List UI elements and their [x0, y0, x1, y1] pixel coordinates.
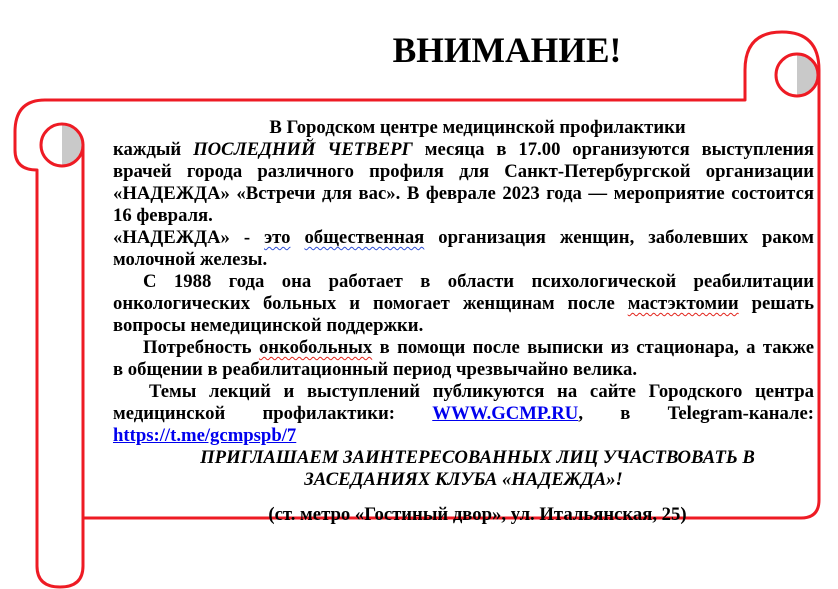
need-tail: в помощи после выписки из стационара, а также	[379, 337, 815, 358]
need-lead: Потребность	[143, 337, 252, 358]
history-line-3: вопросы немедицинской поддержки.	[113, 315, 424, 336]
scroll-left-roll	[15, 100, 83, 587]
scroll-left-curl-shadow	[62, 124, 83, 166]
about-tail: организация женщин, заболевших раком	[438, 227, 815, 248]
schedule-line-3: «НАДЕЖДА» «Встречи для вас». В феврале 2023 года — мероприятие состоится	[113, 183, 814, 204]
need-line-1	[113, 337, 814, 359]
links-lead: медицинской профилактики:	[113, 403, 395, 424]
links-line-1: Темы лекций и выступлений публикуются на сайте Городского центра	[149, 381, 814, 402]
need-flagged-word: онкобольных	[258, 337, 373, 358]
schedule-lead: каждый	[113, 139, 182, 160]
website-link[interactable]: WWW.GCMP.RU	[432, 403, 579, 424]
history-flagged-word: мастэктомии	[627, 293, 739, 314]
invitation-line-2: ЗАСЕДАНИЯХ КЛУБА «НАДЕЖДА»!	[304, 469, 623, 490]
address-line: (ст. метро «Гостиный двор», ул. Итальянская, 25)	[268, 504, 687, 525]
schedule-line-1	[113, 139, 814, 161]
links-line-2	[113, 403, 814, 425]
schedule-highlight: ПОСЛЕДНИЙ ЧЕТВЕРГ	[193, 139, 413, 160]
schedule-line-2: врачей города различного профиля для Санкт-Петербургской организации	[113, 161, 814, 182]
history-lead: онкологических больных и помогает женщинам после	[113, 293, 615, 314]
history-line-1: С 1988 года она работает в области психологической реабилитации	[143, 271, 814, 292]
history-tail: решать	[751, 293, 814, 314]
scroll-top-curl-shadow	[797, 54, 818, 96]
schedule-line-4: 16 февраля.	[113, 205, 213, 226]
telegram-link[interactable]: https://t.me/gcmpspb/7	[113, 425, 297, 446]
need-line-2: в общении в реабилитационный период чрезвычайно велика.	[113, 359, 637, 380]
about-lead: «НАДЕЖДА» -	[113, 227, 251, 248]
invitation-line-1: ПРИГЛАШАЕМ ЗАИНТЕРЕСОВАННЫХ ЛИЦ УЧАСТВОВАТЬ В	[200, 447, 755, 468]
about-line-2: молочной железы.	[113, 249, 268, 270]
schedule-tail: месяца в 17.00 организуются выступления	[424, 139, 815, 160]
notice-text	[113, 117, 814, 526]
intro-line: В Городском центре медицинской профилактики	[269, 117, 686, 138]
about-flagged-word-2: общественная	[304, 227, 425, 248]
links-line-3	[113, 425, 814, 447]
page-title: ВНИМАНИЕ!	[392, 30, 622, 70]
links-tail: , в Telegram-канале:	[578, 403, 814, 424]
history-line-2	[113, 293, 814, 315]
about-line-1	[113, 227, 814, 249]
about-flagged-word-1: это	[264, 227, 291, 248]
